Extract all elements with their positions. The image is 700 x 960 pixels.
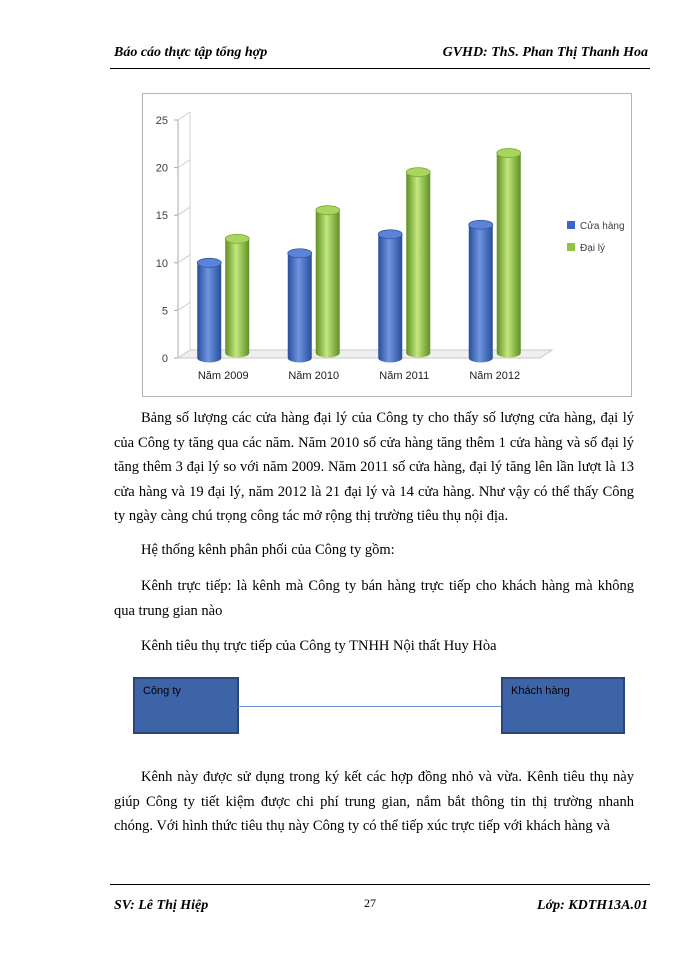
chart-canvas bbox=[143, 94, 631, 396]
paragraph-diagram-caption: Kênh tiêu thụ trực tiếp của Công ty TNHH Nội thất Huy Hòa bbox=[141, 638, 497, 654]
x-tick-label: Năm 2012 bbox=[469, 370, 521, 382]
bar-daily-3-top bbox=[406, 168, 430, 177]
y-tick-label: 0 bbox=[161, 353, 168, 365]
gridline-diag bbox=[178, 207, 190, 215]
bar-cuahang-1 bbox=[197, 263, 221, 363]
y-tick-label: 15 bbox=[155, 210, 168, 223]
y-tick-label: 25 bbox=[155, 115, 168, 127]
gridline-diag bbox=[178, 302, 190, 310]
gridline-diag bbox=[178, 112, 190, 120]
bar-daily-4 bbox=[497, 153, 521, 357]
bar-daily-3 bbox=[406, 172, 430, 357]
x-tick-label: Năm 2011 bbox=[379, 370, 430, 382]
footer-student: SV: Lê Thị Hiệp bbox=[114, 898, 209, 913]
legend-label: Cửa hàng bbox=[580, 221, 625, 232]
bar-daily-4-top bbox=[497, 149, 521, 158]
bar-chart bbox=[142, 93, 632, 397]
gridline-diag bbox=[178, 160, 190, 168]
bar-daily-1 bbox=[225, 239, 249, 358]
footer-class: Lớp: KDTH13A.01 bbox=[537, 898, 648, 913]
bar-daily-1-top bbox=[225, 234, 249, 243]
bar-cuahang-4 bbox=[469, 225, 493, 363]
bar-cuahang-2-top bbox=[288, 249, 312, 258]
bar-cuahang-4-top bbox=[469, 220, 493, 229]
y-tick-label: 5 bbox=[161, 305, 168, 318]
legend-swatch bbox=[567, 243, 575, 251]
y-tick-label: 20 bbox=[155, 162, 168, 175]
header-rule bbox=[110, 68, 650, 69]
legend-swatch bbox=[567, 221, 575, 229]
company-box: Công ty bbox=[133, 677, 239, 734]
bar-cuahang-3-top bbox=[378, 230, 402, 239]
footer-rule bbox=[110, 884, 650, 885]
diagram-connector bbox=[238, 706, 502, 707]
page-number: 27 bbox=[364, 896, 376, 910]
gridline-diag bbox=[178, 255, 190, 263]
bar-daily-2 bbox=[316, 210, 340, 357]
legend-label: Đại lý bbox=[580, 243, 606, 254]
paragraph-chart-analysis: Bảng số lượng các cửa hàng đại lý của Công ty cho thấy số lượng cửa hàng, đại lý của Công ty tăng qua các năm. Năm 2010 số cửa hàng tăng thêm 1 cửa hàng và số đại lý tăng thêm 3 đại lý so với năm 2009. Năm 2011 số cửa hàng, đại lý tăng lên lần lượt là 13 cửa hàng và 19 đại lý, năm 2012 là 21 đại lý và 14 cửa hàng. Như vậy có thể thấy Công ty ngày càng chú trọng công tác mở rộng thị trường tiêu thụ nội địa. bbox=[114, 410, 634, 524]
customer-box: Khách hàng bbox=[501, 677, 625, 734]
paragraph-direct-channel: Kênh trực tiếp: là kênh mà Công ty bán hàng trực tiếp cho khách hàng mà không qua trung gian nào bbox=[114, 578, 634, 619]
bar-cuahang-1-top bbox=[197, 258, 221, 267]
y-tick-label: 10 bbox=[155, 257, 168, 270]
bar-cuahang-2 bbox=[288, 253, 312, 362]
paragraph-channel-intro: Hệ thống kênh phân phối của Công ty gồm: bbox=[141, 542, 395, 558]
header-advisor: GVHD: ThS. Phan Thị Thanh Hoa bbox=[442, 45, 648, 60]
header-title: Báo cáo thực tập tổng hợp bbox=[114, 45, 268, 60]
x-tick-label: Năm 2009 bbox=[197, 370, 249, 382]
bar-daily-2-top bbox=[316, 206, 340, 215]
paragraph-channel-benefits: Kênh này được sử dụng trong ký kết các hợp đồng nhỏ và vừa. Kênh tiêu thụ này giúp Công ty tiết kiệm được chi phí trung gian, nắm bắt thông tin thị trường nhanh chóng. Với hình thức tiêu thụ này Công ty có thể tiếp xúc trực tiếp với khách hàng và bbox=[114, 769, 634, 834]
x-tick-label: Năm 2010 bbox=[288, 370, 340, 382]
bar-cuahang-3 bbox=[378, 234, 402, 362]
